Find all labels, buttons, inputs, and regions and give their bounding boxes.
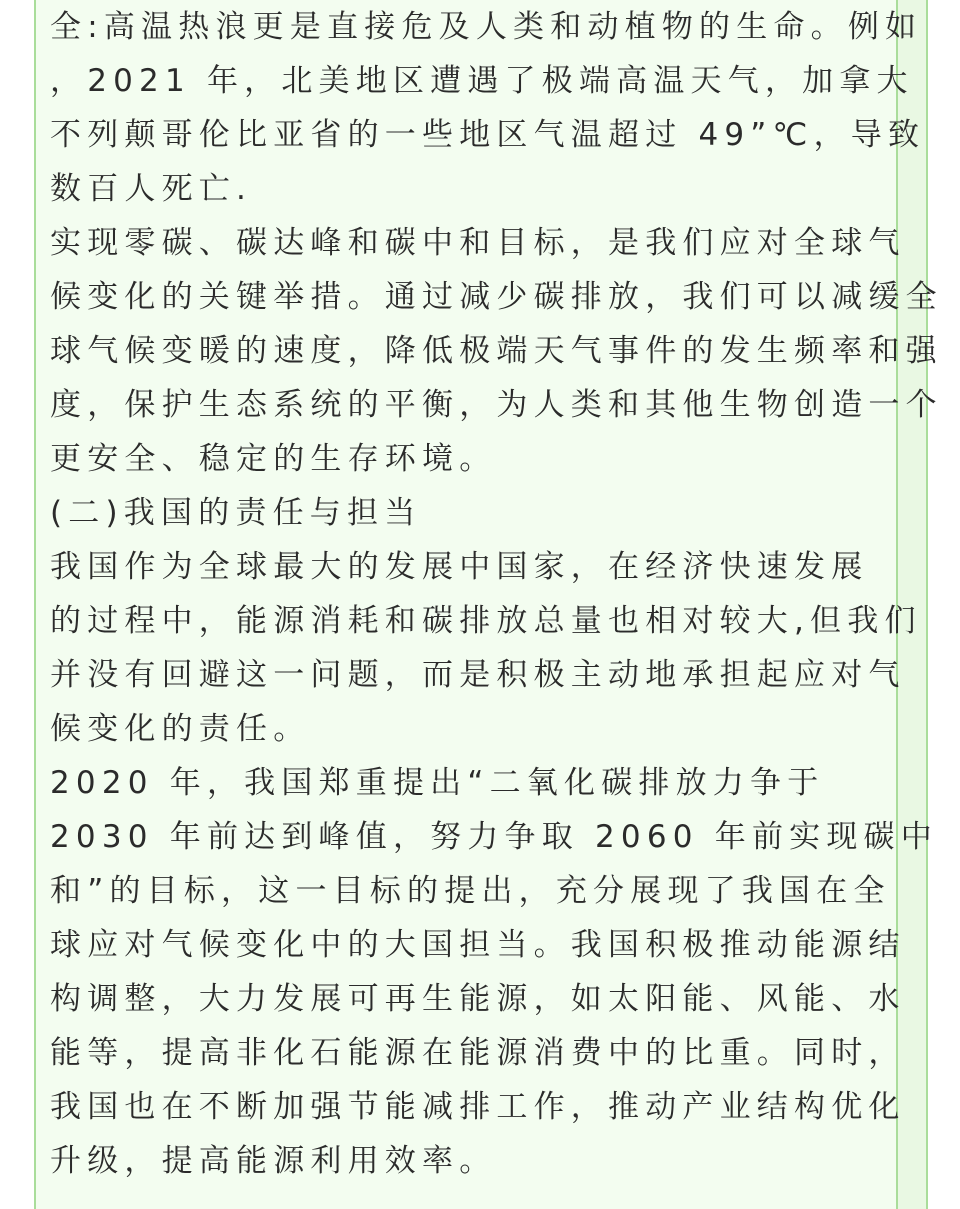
text-line: 的过程中，能源消耗和碳排放总量也相对较大,但我们 <box>50 603 922 639</box>
left-margin <box>0 0 34 1209</box>
text-line: 并没有回避这一问题，而是积极主动地承担起应对气 <box>50 657 906 693</box>
text-line: ，2021 年，北美地区遭遇了极端高温天气，加拿大 <box>50 63 914 99</box>
text-line: 球气候变暖的速度，降低极端天气事件的发生频率和强 <box>50 333 943 369</box>
text-line: 度，保护生态系统的平衡，为人类和其他生物创造一个 <box>50 387 943 423</box>
paragraph-start: 我国作为全球最大的发展中国家，在经济快速发展 <box>50 549 869 585</box>
text-line: 升级，提高能源利用效率。 <box>50 1143 497 1179</box>
text-line: 2030 年前达到峰值，努力争取 2060 年前实现碳中 <box>50 819 938 855</box>
text-line: 不列颠哥伦比亚省的一些地区气温超过 49”℃，导致 <box>50 117 926 153</box>
text-line: 构调整，大力发展可再生能源，如太阳能、风能、水 <box>50 981 906 1017</box>
text-line: 候变化的关键举措。通过减少碳排放，我们可以减缓全 <box>50 279 943 315</box>
paragraph-start: 2020 年，我国郑重提出“二氧化碳排放力争于 <box>50 765 825 801</box>
text-line: 更安全、稳定的生存环境。 <box>50 441 497 477</box>
paragraph-start: 实现零碳、碳达峰和碳中和目标，是我们应对全球气 <box>50 225 906 261</box>
section-heading: (二)我国的责任与担当 <box>50 495 422 531</box>
text-line: 能等，提高非化石能源在能源消费中的比重。同时， <box>50 1035 906 1071</box>
text-line: 球应对气候变化中的大国担当。我国积极推动能源结 <box>50 927 906 963</box>
text-line: 候变化的责任。 <box>50 711 311 747</box>
text-line: 数百人死亡. <box>50 171 253 207</box>
text-line: 和”的目标，这一目标的提出，充分展现了我国在全 <box>50 873 891 909</box>
text-line: 我国也在不断加强节能减排工作，推动产业结构优化 <box>50 1089 906 1125</box>
text-line: 全:高温热浪更是直接危及人类和动植物的生命。例如 <box>50 9 923 45</box>
